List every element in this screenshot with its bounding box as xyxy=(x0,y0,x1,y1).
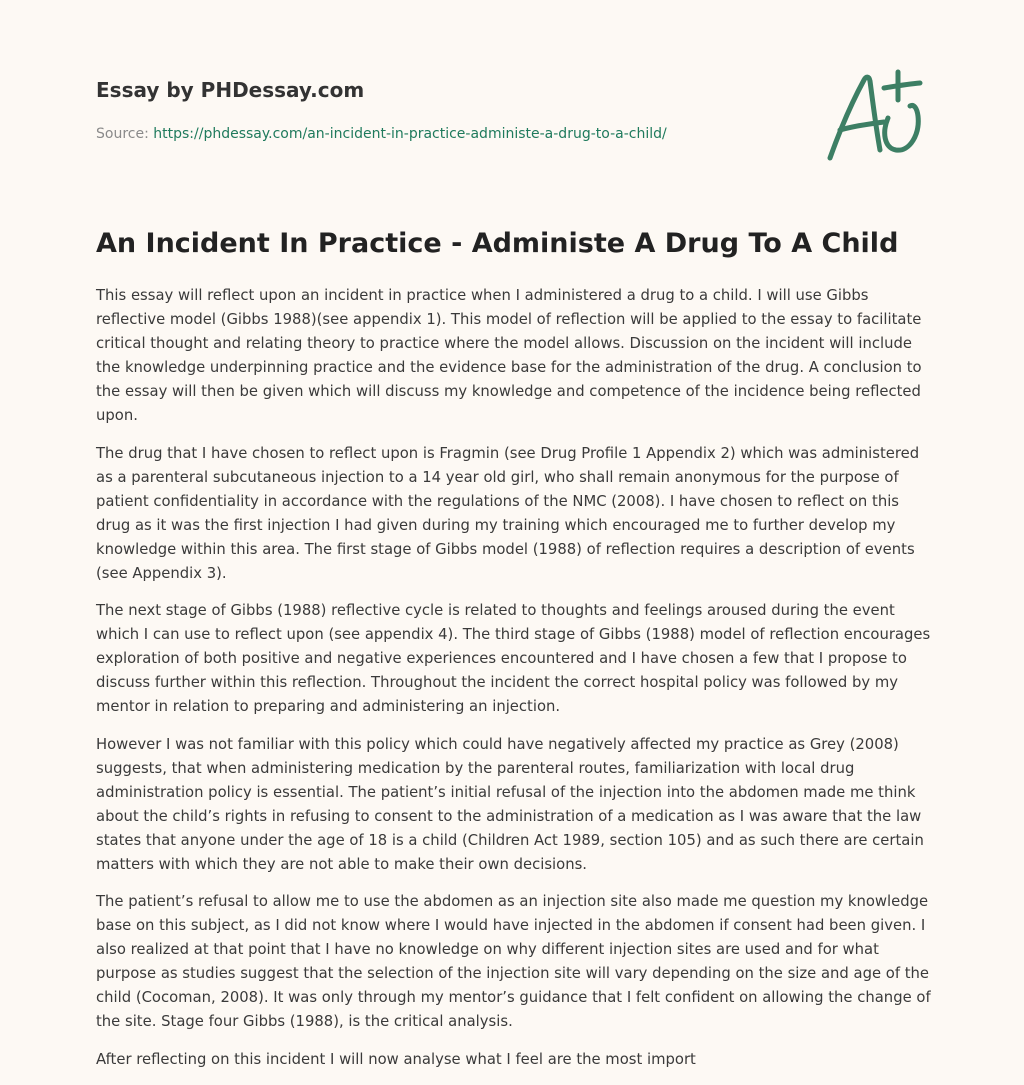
essay-paragraph: However I was not familiar with this policy which could have negatively affected my practice as Grey (2008) suggests, that when administering medication by the parenteral routes, familiarization with local drug administration policy is essential. The patient’s initial refusal of the injection into the abdomen made me think about the child’s rights in refusing to consent to the administration of a medication as I was aware that the law states that anyone under the age of 18 is a child (Children Act 1989, section 105) and as such there are certain matters with which they are not able to make their own decisions. xyxy=(96,735,924,873)
a-plus-logo-icon xyxy=(822,66,932,166)
essay-body xyxy=(96,284,932,1085)
source-label: Source: xyxy=(96,126,149,142)
essay-paragraph: After reflecting on this incident I will now analyse what I feel are the most import xyxy=(96,1050,696,1068)
essay-paragraph: The drug that I have chosen to reflect upon is Fragmin (see Drug Profile 1 Appendix 2) which was administered as a parenteral subcutaneous injection to a 14 year old girl, who shall remain anonymous for the purpose of patient confidentiality in accordance with the regulations of the NMC (2008). I have chosen to reflect on this drug as it was the first injection I had given during my training which encouraged me to further develop my knowledge within this area. The first stage of Gibbs model (1988) of reflection requires a description of events (see Appendix 3). xyxy=(96,444,920,582)
essay-paragraph: This essay will reflect upon an incident in practice when I administered a drug to a child. I will use Gibbs reflective model (Gibbs 1988)(see appendix 1). This model of reflection will be applied to the essay to facilitate critical thought and relating theory to practice where the model allows. Discussion on the incident will include the knowledge underpinning practice and the evidence base for the administration of the drug. A conclusion to the essay will then be given which will discuss my knowledge and competence of the incidence being reflected upon. xyxy=(96,287,922,424)
essay-paragraph: The patient’s refusal to allow me to use the abdomen as an injection site also made me question my knowledge base on this subject, as I did not know where I would have injected in the abdomen if consent had been given. I also realized at that point that I have no knowledge on why different injection sites are used and for what purpose as studies suggest that the selection of the injection site will vary depending on the size and age of the child (Cocoman, 2008). It was only through my mentor’s guidance that I felt confident on allowing the change of the site. Stage four Gibbs (1988), is the critical analysis. xyxy=(96,893,931,1030)
site-title: Essay by PHDessay.com xyxy=(96,78,365,102)
page-header xyxy=(96,76,796,144)
essay-paragraph: The next stage of Gibbs (1988) reflective cycle is related to thoughts and feelings aroused during the event which I can use to reflect upon (see appendix 4). The third stage of Gibbs (1988) model of reflection encourages exploration of both positive and negative experiences encountered and I have chosen a few that I propose to discuss further within this reflection. Throughout the incident the correct hospital policy was followed by my mentor in relation to preparing and administering an injection. xyxy=(96,602,931,715)
source-line xyxy=(96,124,796,144)
source-link[interactable]: https://phdessay.com/an-incident-in-practice-administe-a-drug-to-a-child/ xyxy=(153,126,667,142)
essay-title: An Incident In Practice - Administe A Drug To A Child xyxy=(96,228,899,259)
